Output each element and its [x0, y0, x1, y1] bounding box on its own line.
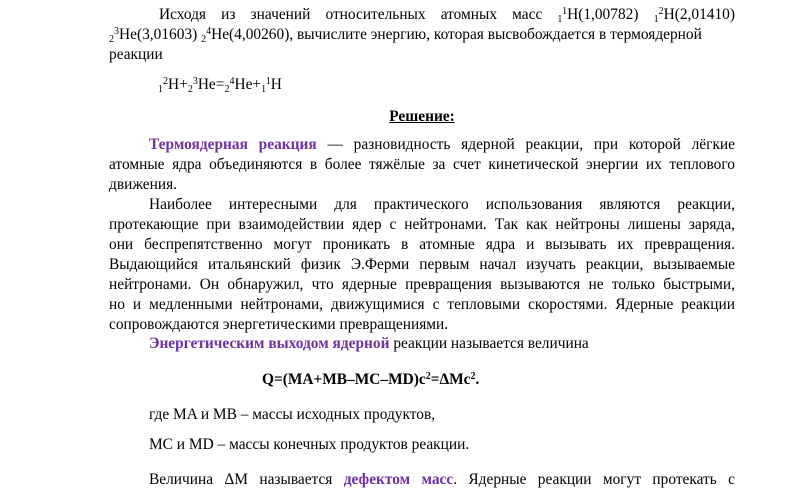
where-line-1: где MA и MB – массы исходных продуктов, — [149, 406, 436, 423]
paragraph-2-line-4: Выдающийся итальянский физик Э.Ферми первым начал изучать реакции, вызываемые — [109, 256, 735, 273]
term-mass-defect: дефектом масс — [343, 471, 454, 488]
term-energy-yield: Энергетическим выходом ядерной — [149, 335, 390, 352]
isotope-h1: $_1^1$H(1,00782) — [557, 6, 639, 25]
paragraph-2-line-3: они беспрепятственно могут проникать в атомные ядра и вызывать их превращения. — [109, 236, 735, 253]
reaction-equation: $_1^2H+_2^3He=_2^4He+_1^1H$ — [158, 76, 282, 95]
isotope-he3: $_2^3$He(3,01603) — [109, 26, 198, 45]
solution-heading: Решение: — [389, 108, 455, 125]
paragraph-1-line-2: атомные ядра объединяются в более тяжёлые за счет кинетической энергии их теплового — [109, 156, 735, 173]
paragraph-1-line-1: Термоядерная реакция — разновидность ядерной реакции, при которой лёгкие — [149, 136, 735, 153]
paragraph-2-line-1: Наиболее интересными для практического использования являются реакции, — [149, 196, 735, 213]
paragraph-2-line-6: но и медленными нейтронами, движущимися с тепловыми скоростями. Ядерные реакции — [109, 296, 735, 313]
problem-line-3: реакции — [109, 46, 163, 63]
paragraph-3: Энергетическим выходом ядерной реакции называется величина — [149, 335, 589, 352]
last-line: Величина ΔM называется дефектом масс. Ядерные реакции могут протекать с — [149, 471, 735, 488]
paragraph-2-line-7: сопровождаются энергетическими превращениями. — [109, 316, 449, 333]
paragraph-1-line-3: движения. — [109, 176, 177, 193]
problem-line-2: $_2^3$He(3,01603) $_2^4$He(4,00260), вычислите энергию, которая высвобождается в термоядерной — [109, 26, 702, 45]
paragraph-2-line-5: нейтронами. Он обнаружил, что ядерные превращения вызываются не только быстрыми, — [109, 276, 735, 293]
isotope-h2: $_1^2$H(2,01410) — [653, 6, 735, 25]
problem-line-1: Исходя из значений относительных атомных масс $_1^1$H(1,00782) $_1^2$H(2,01410) — [159, 6, 735, 25]
paragraph-2-line-2: протекающие при взаимодействии ядер с нейтронами. Так как нейтроны лишены заряда, — [109, 216, 735, 233]
isotope-he4: $_2^4$He(4,00260) — [201, 26, 290, 45]
energy-formula: $Q=(MA+MB-MC-MD)c^2=\Delta Mc^2$. — [262, 371, 480, 388]
term-thermonuclear: Термоядерная реакция — [149, 136, 317, 153]
where-line-2: MC и MD – массы конечных продуктов реакции. — [149, 436, 470, 453]
